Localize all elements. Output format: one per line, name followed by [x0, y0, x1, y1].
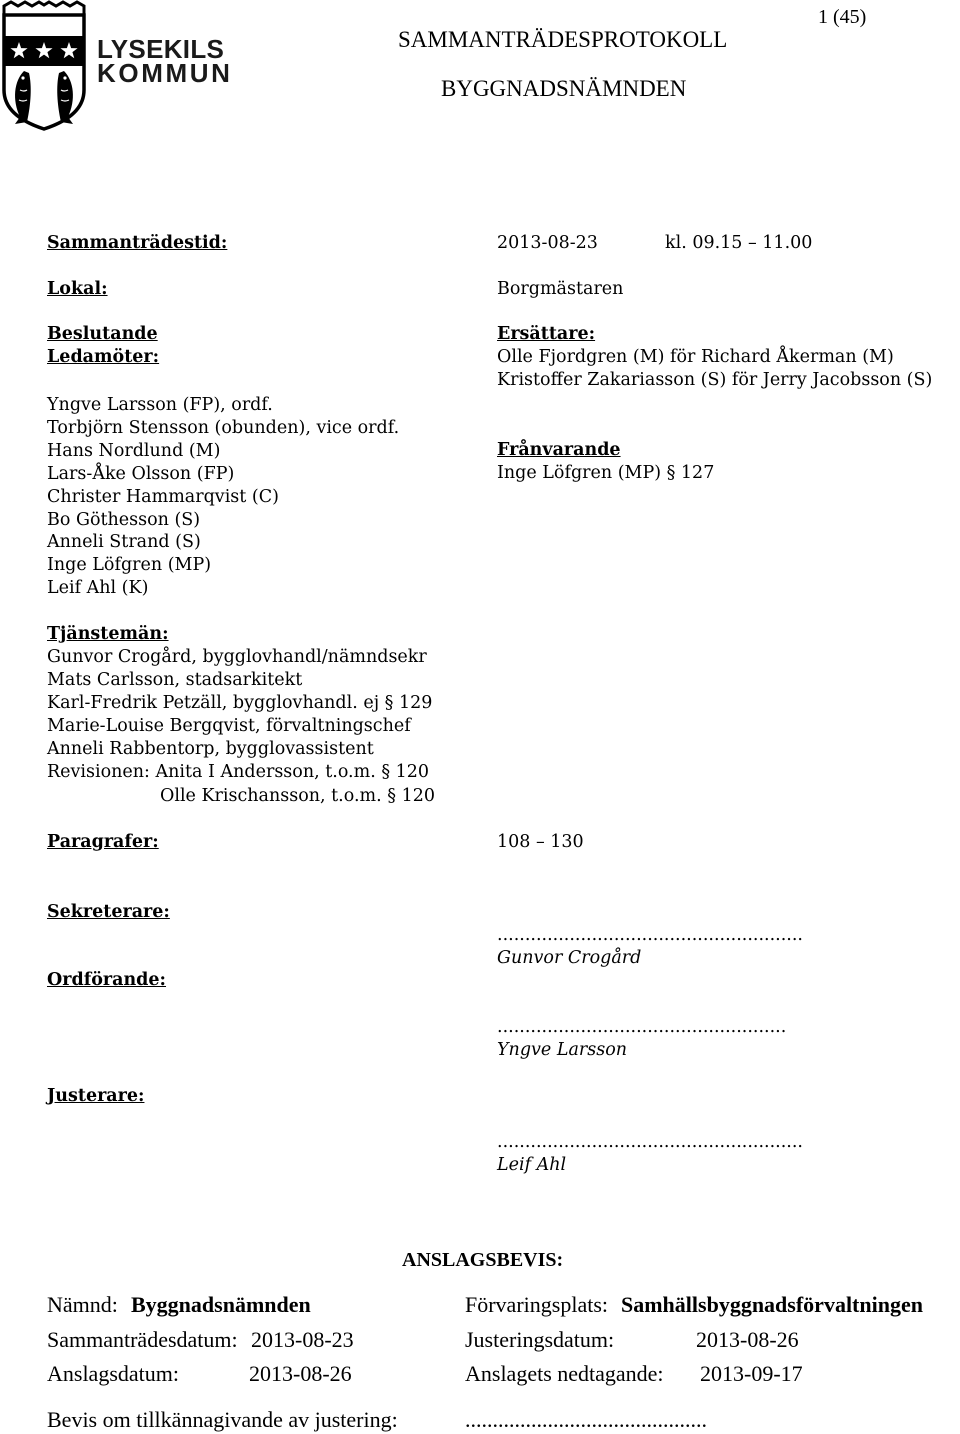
notice-title: ANSLAGSBEVIS:: [402, 1249, 564, 1271]
list-item: Mats Carlsson, stadsarkitekt: [47, 670, 303, 691]
list-item: Christer Hammarqvist (C): [47, 486, 279, 507]
adjuster-signature: [497, 1131, 803, 1177]
notice-posted-date-value: 2013-08-26: [249, 1361, 352, 1386]
chair-label: Ordförande:: [47, 970, 167, 990]
shield-icon: [4, 15, 84, 129]
committee-name: BYGGNADSNÄMNDEN: [441, 76, 687, 101]
adjuster-label: Justerare:: [47, 1086, 145, 1106]
notice-committee-label: Nämnd:: [47, 1292, 118, 1317]
list-item: Karl-Fredrik Petzäll, bygglovhandl. ej § 129: [47, 693, 433, 714]
page-number: 1 (45): [818, 6, 867, 28]
crown-icon: [4, 2, 84, 15]
absent-label: Frånvarande: [497, 440, 621, 460]
list-item: Anneli Strand (S): [47, 532, 201, 553]
notice-storage-value: Samhällsbyggnadsförvaltningen: [621, 1292, 923, 1317]
notice-adjusted-date-label: Justeringsdatum:: [465, 1327, 615, 1352]
logo-wordmark-line2: KOMMUN: [97, 58, 233, 88]
list-item: Anneli Rabbentorp, bygglovassistent: [47, 739, 374, 760]
notice-removal-date-label: Anslagets nedtagande:: [465, 1361, 664, 1386]
list-item: Olle Krischansson, t.o.m. § 120: [160, 785, 435, 806]
notice-posted-date-label: Anslagsdatum:: [47, 1361, 179, 1386]
meeting-date: 2013-08-23: [497, 233, 598, 253]
list-item: Torbjörn Stensson (obunden), vice ordf.: [47, 417, 400, 438]
list-item: Leif Ahl (K): [47, 578, 149, 599]
secretary-signature: [497, 924, 803, 970]
signature-name: Leif Ahl: [497, 1155, 567, 1175]
list-item: Revisionen: Anita I Andersson, t.o.m. § 120: [47, 762, 430, 783]
list-item: Yngve Larsson (FP), ordf.: [47, 395, 273, 415]
meeting-time-label: Sammanträdestid:: [47, 233, 228, 253]
members-list: [47, 394, 399, 600]
officials-label: Tjänstemän:: [47, 624, 169, 644]
list-item: Olle Fjordgren (M) för Richard Åkerman (M): [497, 347, 894, 367]
list-item: Marie-Louise Bergqvist, förvaltningschef: [47, 716, 411, 737]
logo-wordmark-line1: LYSEKILS: [97, 34, 225, 64]
list-item: Inge Löfgren (MP): [47, 555, 212, 576]
signature-name: Gunvor Crogård: [497, 948, 642, 968]
coat-of-arms-icon: [0, 0, 88, 132]
municipality-logo: [0, 0, 88, 132]
list-item: Hans Nordlund (M): [47, 440, 221, 461]
substitutes-label: Ersättare:: [497, 324, 596, 344]
list-item: Inge Löfgren (MP) § 127: [497, 463, 715, 483]
notice-certificate-label: Bevis om tillkännagivande av justering:: [47, 1407, 398, 1432]
notice-certificate-line: ............................................: [465, 1407, 707, 1432]
venue-label: Lokal:: [47, 279, 108, 299]
absent-section: [497, 439, 714, 485]
notice-adjusted-date-value: 2013-08-26: [696, 1327, 799, 1352]
paragraphs-value: 108 – 130: [497, 832, 584, 852]
officials-list: [47, 646, 435, 808]
signature-line: .......................................................: [497, 925, 803, 945]
notice-meeting-date-value: 2013-08-23: [251, 1327, 354, 1352]
members-label-line2: Ledamöter:: [47, 347, 160, 367]
notice-storage-label: Förvaringsplats:: [465, 1292, 608, 1317]
signature-line: ....................................................: [497, 1017, 787, 1037]
signature-name: Yngve Larsson: [497, 1040, 628, 1060]
document-title: SAMMANTRÄDESPROTOKOLL: [398, 27, 728, 52]
venue-value: Borgmästaren: [497, 279, 624, 299]
secretary-label: Sekreterare:: [47, 902, 170, 922]
list-item: Gunvor Crogård, bygglovhandl/nämndsekr: [47, 647, 427, 667]
list-item: Lars-Åke Olsson (FP): [47, 463, 235, 484]
notice-committee-value: Byggnadsnämnden: [131, 1292, 311, 1317]
chair-signature: [497, 1016, 786, 1062]
meeting-time: kl. 09.15 – 11.00: [665, 233, 813, 253]
substitutes-section: [497, 323, 932, 392]
list-item: Bo Göthesson (S): [47, 509, 201, 530]
paragraphs-label: Paragrafer:: [47, 832, 159, 852]
list-item: Kristoffer Zakariasson (S) för Jerry Jacobsson (S): [497, 370, 933, 390]
members-label: [47, 323, 159, 369]
signature-line: .......................................................: [497, 1132, 803, 1152]
notice-removal-date-value: 2013-09-17: [700, 1361, 803, 1386]
notice-meeting-date-label: Sammanträdesdatum:: [47, 1327, 238, 1352]
members-label-line1: Beslutande: [47, 324, 158, 344]
